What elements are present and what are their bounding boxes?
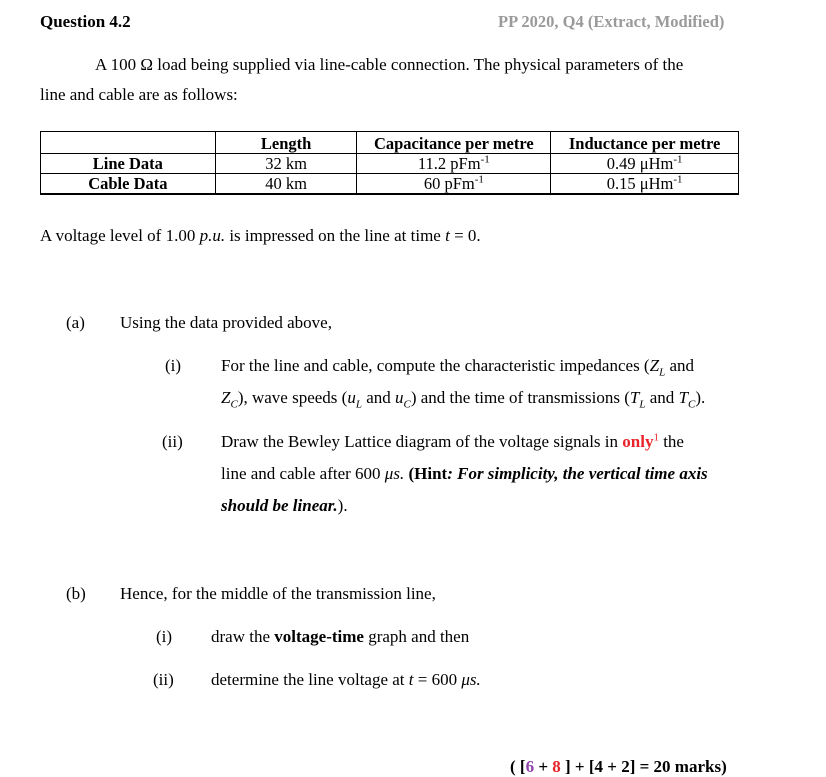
part-a-ii-line-1: Draw the Bewley Lattice diagram of the voltage signals in only$^1$ the [221,431,684,451]
part-a-i-line-2: $Z_C$), wave speeds ($u_L$ and $u_C$) and the time of transmissions ($T_L$ and $T_C$). [221,388,706,411]
voltage-statement: A voltage level of 1.00 p.u. is impressed on the line at time t = 0. [40,226,481,245]
part-a-text: Using the data provided above, [120,313,332,332]
line-capacitance: 11.2 pFm$^{-1}$ [357,154,551,174]
marks-a-ii: 8 [552,757,561,776]
table-header-length: Length [215,132,357,154]
cable-inductance: 0.15 μHm$^{-1}$ [551,174,739,195]
part-b-text: Hence, for the middle of the transmission line, [120,584,436,603]
table-header-row [41,132,739,154]
table-row-line [41,154,739,174]
part-a-ii-label: (ii) [162,432,183,451]
intro-line-1: A 100 Ω load being supplied via line-cable connection. The physical parameters of the [95,55,684,74]
parameters-table [40,131,739,195]
marks-a-i: 6 [525,757,535,776]
line-inductance: 0.49 μHm$^{-1}$ [551,154,739,174]
row-label-cable: Cable Data [41,174,216,195]
cable-length: 40 km [215,174,357,195]
part-a-i-label: (i) [165,356,182,375]
part-a-ii-line-2: line and cable after 600 μs. (Hint: For simplicity, the vertical time axis [221,464,708,483]
part-b-i-label: (i) [156,627,173,646]
intro-line-2: line and cable are as follows: [40,85,238,104]
table-header-cell [41,132,216,154]
hint-label: Hint [414,464,448,483]
only-emphasis: only [622,432,654,451]
table-row-cable [41,174,739,195]
row-label-line: Line Data [41,154,216,174]
part-b-ii-label: (ii) [153,670,174,689]
cable-capacitance: 60 pFm$^{-1}$ [357,174,551,195]
part-a-label: (a) [66,313,85,332]
part-a-ii-line-3: should be linear.). [221,496,348,515]
footnote-marker: 1 [653,431,659,444]
part-b-i-text: draw the voltage-time graph and then [211,627,470,646]
part-a-i-line-1: For the line and cable, compute the characteristic impedances ($Z_L$ and [221,356,694,379]
table-header-inductance: Inductance per metre [551,132,739,154]
question-number: Question 4.2 [40,12,131,31]
question-source: PP 2020, Q4 (Extract, Modified) [498,12,725,31]
part-b-ii-text: determine the line voltage at t = 600 μs. [211,670,481,689]
table-header-capacitance: Capacitance per metre [357,132,551,154]
marks-allocation: ( [6 + 8 ] + [4 + 2] = 20 marks) [510,757,727,776]
line-length: 32 km [215,154,357,174]
part-b-label: (b) [66,584,86,603]
